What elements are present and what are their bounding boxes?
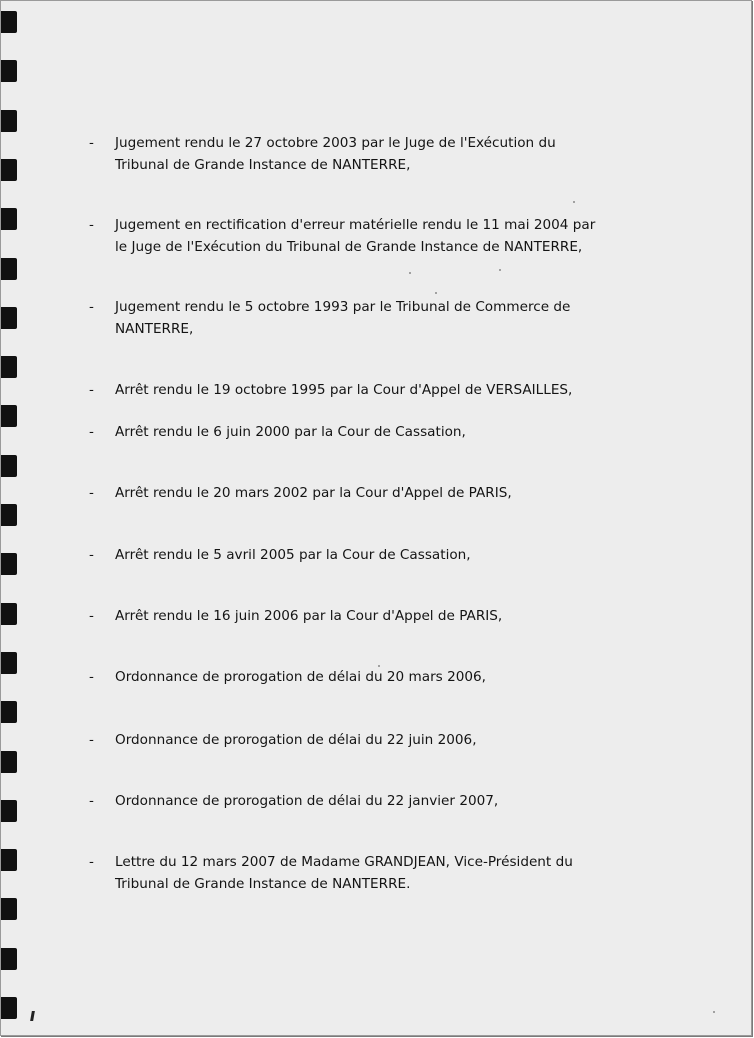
bullet-dash: - (89, 732, 94, 748)
entry-text (115, 851, 645, 895)
bullet-dash: - (89, 793, 94, 809)
entry-line: Jugement rendu le 5 octobre 1993 par le Tribunal de Commerce de (115, 299, 571, 315)
bullet-dash: - (89, 485, 94, 501)
bullet-dash: - (89, 217, 94, 233)
entry-line: Jugement en rectification d'erreur matérielle rendu le 11 mai 2004 par (115, 217, 596, 233)
entry-line: Tribunal de Grande Instance de NANTERRE, (115, 157, 411, 173)
entry-line: Lettre du 12 mars 2007 de Madame GRANDJEAN, Vice-Président du (115, 854, 573, 870)
entry-list (1, 1, 752, 1036)
scan-speck (499, 269, 501, 271)
bullet-dash: - (89, 547, 94, 563)
bullet-dash: - (89, 135, 94, 151)
entry-text (115, 132, 645, 176)
entry-line: Arrêt rendu le 19 octobre 1995 par la Cour d'Appel de VERSAILLES, (115, 382, 573, 398)
entry-line: Ordonnance de prorogation de délai du 20 mars 2006, (115, 669, 486, 685)
entry-line: Arrêt rendu le 5 avril 2005 par la Cour de Cassation, (115, 547, 471, 563)
bullet-dash: - (89, 669, 94, 685)
entry-line: Ordonnance de prorogation de délai du 22 janvier 2007, (115, 793, 499, 809)
entry-text (115, 544, 645, 566)
entry-text (115, 421, 645, 443)
entry-line: Ordonnance de prorogation de délai du 22 juin 2006, (115, 732, 477, 748)
bullet-dash: - (89, 608, 94, 624)
entry-text (115, 605, 645, 627)
entry-text (115, 296, 645, 340)
scan-speck (409, 272, 411, 274)
entry-text (115, 790, 645, 812)
entry-line: le Juge de l'Exécution du Tribunal de Grande Instance de NANTERRE, (115, 239, 583, 255)
bullet-dash: - (89, 382, 94, 398)
bullet-dash: - (89, 854, 94, 870)
entry-line: Arrêt rendu le 20 mars 2002 par la Cour d'Appel de PARIS, (115, 485, 512, 501)
entry-line: Tribunal de Grande Instance de NANTERRE. (115, 876, 411, 892)
bullet-dash: - (89, 299, 94, 315)
entry-line: Arrêt rendu le 16 juin 2006 par la Cour d'Appel de PARIS, (115, 608, 503, 624)
entry-text (115, 666, 645, 688)
entry-line: NANTERRE, (115, 321, 194, 337)
entry-text (115, 482, 645, 504)
scan-speck (713, 1011, 715, 1013)
scan-speck (573, 201, 575, 203)
entry-line: Jugement rendu le 27 octobre 2003 par le Juge de l'Exécution du (115, 135, 556, 151)
entry-line: Arrêt rendu le 6 juin 2000 par la Cour de Cassation, (115, 424, 466, 440)
scan-speck (435, 292, 437, 294)
entry-text (115, 729, 645, 751)
entry-text (115, 379, 645, 401)
scan-speck (378, 665, 380, 667)
entry-text (115, 214, 645, 258)
bullet-dash: - (89, 424, 94, 440)
